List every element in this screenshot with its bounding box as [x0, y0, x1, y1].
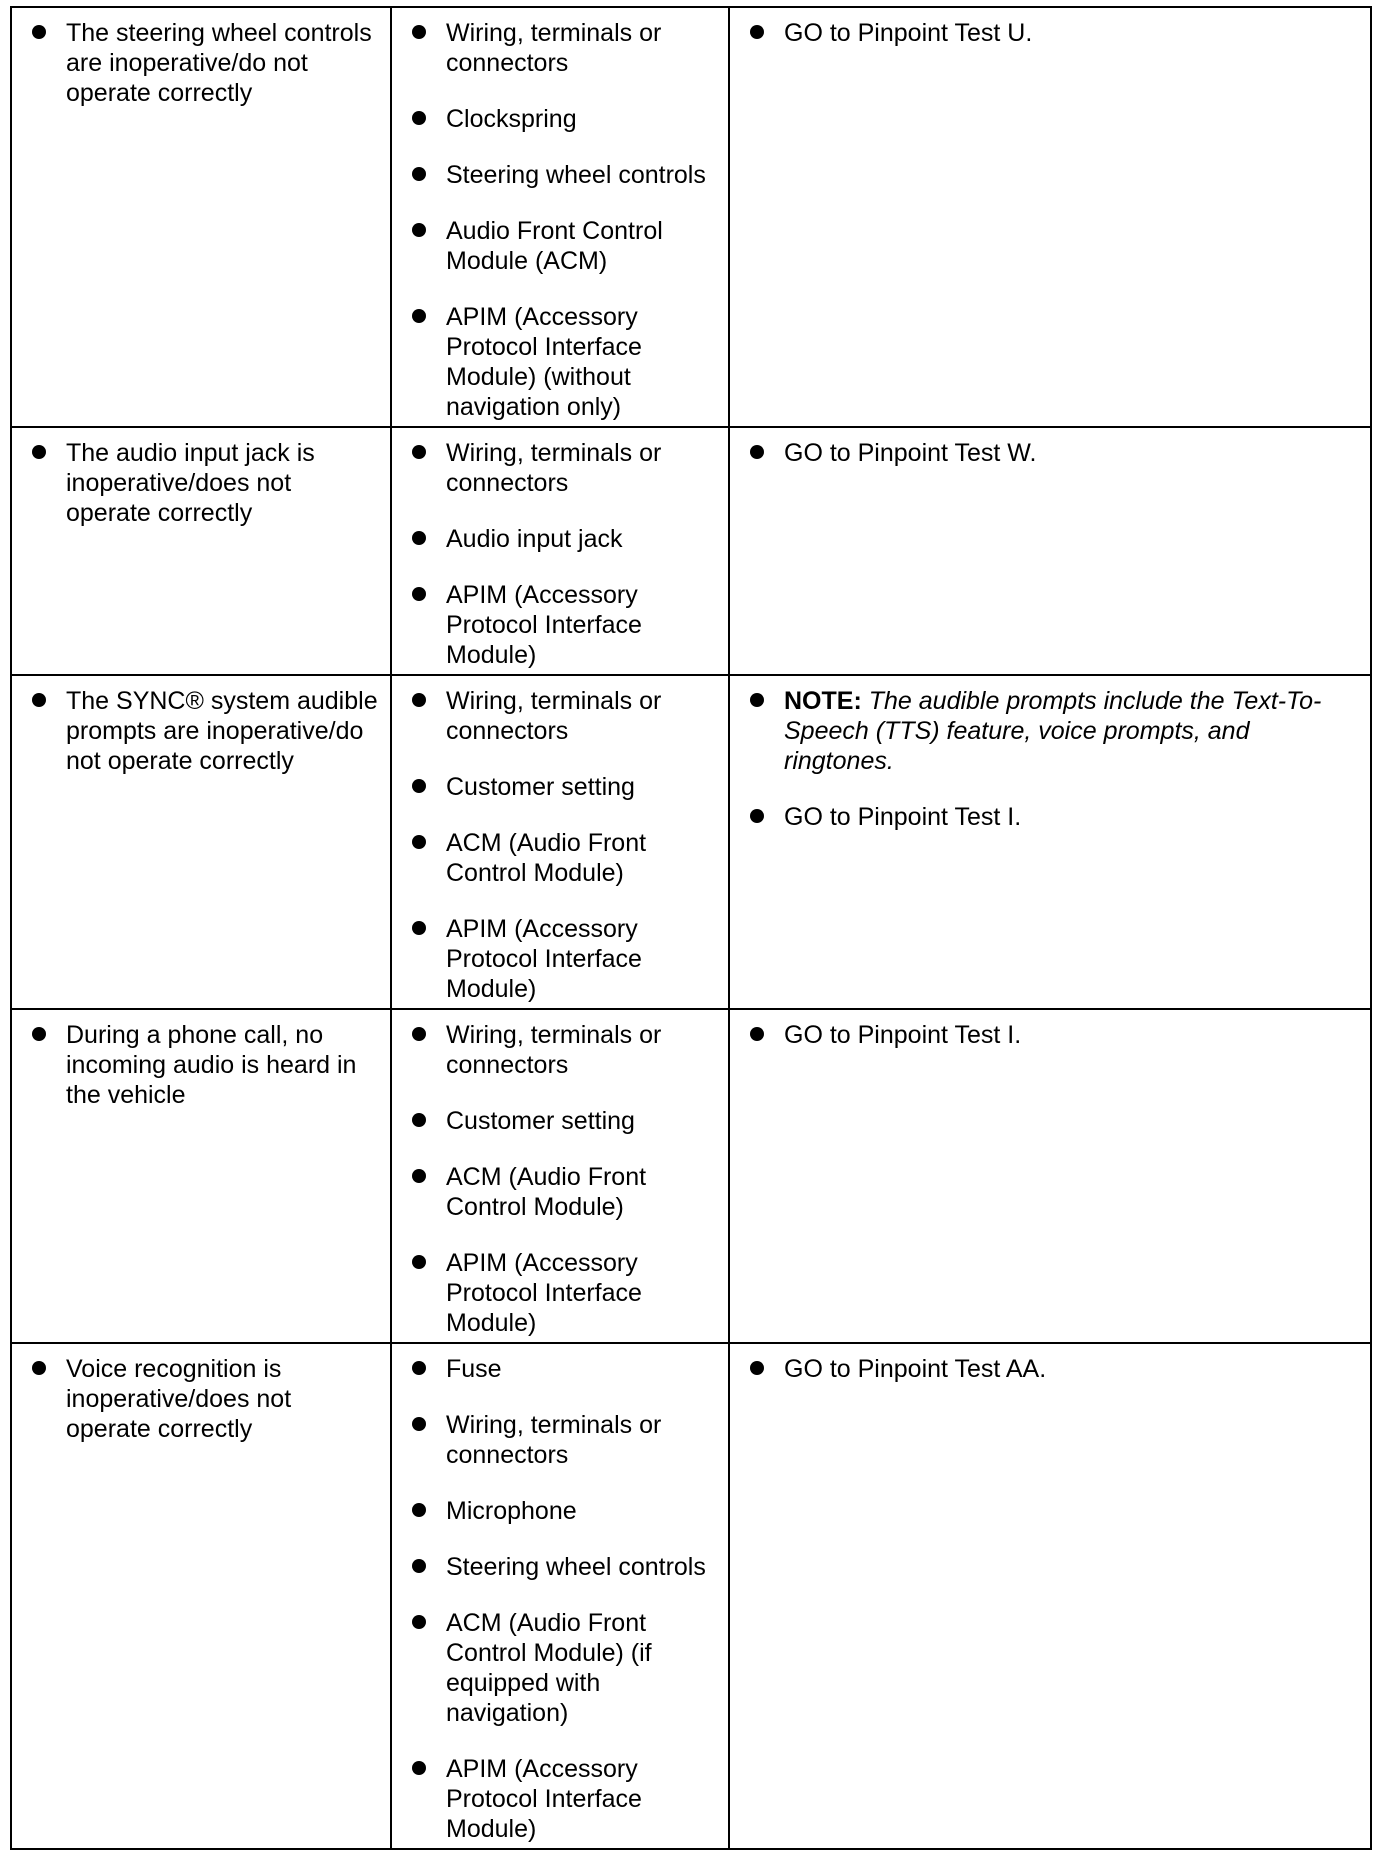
cause-item [404, 686, 716, 746]
action-text: GO to Pinpoint Test W. [784, 439, 1037, 467]
cause-text: APIM (Accessory Protocol Interface Module) [446, 1249, 642, 1337]
cause-item [404, 772, 716, 802]
cause-item [404, 1162, 716, 1222]
cause-item [404, 160, 716, 190]
condition-cell [11, 675, 391, 1009]
action-item [742, 438, 1358, 468]
cause-item [404, 1106, 716, 1136]
cause-text: Wiring, terminals or connectors [446, 1411, 662, 1469]
cause-item [404, 1020, 716, 1080]
cause-item [404, 1248, 716, 1338]
cause-text: Steering wheel controls [446, 1553, 706, 1581]
cause-item [404, 1552, 716, 1582]
condition-list [24, 1354, 378, 1444]
action-list [742, 438, 1358, 468]
condition-text: Voice recognition is inoperative/does not operate correctly [66, 1355, 292, 1443]
cause-item [404, 104, 716, 134]
causes-list [404, 1020, 716, 1338]
bullet-icon [412, 25, 426, 39]
cause-item [404, 580, 716, 670]
action-list [742, 1354, 1358, 1384]
condition-item [24, 1020, 378, 1110]
cause-text: Audio Front Control Module (ACM) [446, 217, 663, 275]
bullet-icon [750, 693, 764, 707]
action-cell [729, 427, 1371, 675]
causes-cell [391, 427, 729, 675]
note-text: The audible prompts include the Text-To-Speech (TTS) feature, voice prompts, and ringtones. [784, 687, 1322, 775]
cause-text: Wiring, terminals or connectors [446, 1021, 662, 1079]
action-item [742, 802, 1358, 832]
action-text: GO to Pinpoint Test U. [784, 19, 1033, 47]
bullet-icon [750, 1027, 764, 1041]
action-text: GO to Pinpoint Test I. [784, 803, 1022, 831]
action-text: GO to Pinpoint Test I. [784, 1021, 1022, 1049]
condition-text: The steering wheel controls are inoperative/do not operate correctly [66, 19, 372, 107]
symptom-chart-table [10, 6, 1372, 1850]
cause-item [404, 1354, 716, 1384]
cause-text: Fuse [446, 1355, 502, 1383]
condition-item [24, 438, 378, 528]
cause-text: ACM (Audio Front Control Module) [446, 1163, 647, 1221]
cause-item [404, 828, 716, 888]
action-item [742, 1020, 1358, 1050]
cause-text: Clockspring [446, 105, 577, 133]
bullet-icon [412, 1113, 426, 1127]
bullet-icon [32, 1361, 46, 1375]
action-item [742, 1354, 1358, 1384]
bullet-icon [750, 25, 764, 39]
action-item [742, 686, 1358, 776]
table-row [11, 427, 1371, 675]
bullet-icon [412, 167, 426, 181]
bullet-icon [412, 835, 426, 849]
note-label: NOTE: [784, 687, 862, 715]
bullet-icon [412, 223, 426, 237]
cause-text: APIM (Accessory Protocol Interface Module) (without navigation only) [446, 303, 642, 421]
cause-text: Wiring, terminals or connectors [446, 19, 662, 77]
bullet-icon [412, 1615, 426, 1629]
action-cell [729, 1009, 1371, 1343]
cause-text: Steering wheel controls [446, 161, 706, 189]
condition-item [24, 18, 378, 108]
causes-list [404, 438, 716, 670]
action-list [742, 686, 1358, 832]
condition-cell [11, 1009, 391, 1343]
table-row [11, 7, 1371, 427]
causes-cell [391, 7, 729, 427]
cause-item [404, 302, 716, 422]
condition-list [24, 1020, 378, 1110]
action-cell [729, 1343, 1371, 1849]
condition-cell [11, 1343, 391, 1849]
action-list [742, 18, 1358, 48]
cause-text: ACM (Audio Front Control Module) [446, 829, 647, 887]
table-row [11, 1009, 1371, 1343]
cause-text: Customer setting [446, 773, 635, 801]
cause-text: Customer setting [446, 1107, 635, 1135]
bullet-icon [412, 1169, 426, 1183]
action-text: GO to Pinpoint Test AA. [784, 1355, 1047, 1383]
condition-cell [11, 7, 391, 427]
cause-text: APIM (Accessory Protocol Interface Module) [446, 1755, 642, 1843]
cause-item [404, 1496, 716, 1526]
causes-list [404, 1354, 716, 1844]
bullet-icon [32, 25, 46, 39]
bullet-icon [750, 445, 764, 459]
cause-text: APIM (Accessory Protocol Interface Module) [446, 581, 642, 669]
table-row [11, 675, 1371, 1009]
cause-item [404, 216, 716, 276]
action-item [742, 18, 1358, 48]
bullet-icon [412, 779, 426, 793]
condition-text: The SYNC® system audible prompts are inoperative/do not operate correctly [66, 687, 378, 775]
causes-cell [391, 675, 729, 1009]
bullet-icon [412, 1361, 426, 1375]
cause-item [404, 18, 716, 78]
bullet-icon [412, 1761, 426, 1775]
condition-item [24, 1354, 378, 1444]
cause-item [404, 1608, 716, 1728]
cause-item [404, 1754, 716, 1844]
bullet-icon [750, 1361, 764, 1375]
condition-text: During a phone call, no incoming audio is heard in the vehicle [66, 1021, 357, 1109]
bullet-icon [412, 111, 426, 125]
action-cell [729, 7, 1371, 427]
table-body [11, 7, 1371, 1849]
condition-cell [11, 427, 391, 675]
bullet-icon [412, 1503, 426, 1517]
bullet-icon [750, 809, 764, 823]
bullet-icon [412, 1559, 426, 1573]
cause-item [404, 1410, 716, 1470]
cause-text: APIM (Accessory Protocol Interface Module) [446, 915, 642, 1003]
cause-text: Microphone [446, 1497, 577, 1525]
cause-item [404, 524, 716, 554]
condition-list [24, 18, 378, 108]
table-row [11, 1343, 1371, 1849]
bullet-icon [412, 309, 426, 323]
bullet-icon [32, 1027, 46, 1041]
action-cell [729, 675, 1371, 1009]
bullet-icon [32, 445, 46, 459]
condition-text: The audio input jack is inoperative/does not operate correctly [66, 439, 315, 527]
causes-list [404, 18, 716, 422]
bullet-icon [32, 693, 46, 707]
condition-list [24, 686, 378, 776]
cause-text: Audio input jack [446, 525, 623, 553]
condition-item [24, 686, 378, 776]
cause-text: Wiring, terminals or connectors [446, 439, 662, 497]
bullet-icon [412, 921, 426, 935]
causes-cell [391, 1343, 729, 1849]
action-list [742, 1020, 1358, 1050]
bullet-icon [412, 1417, 426, 1431]
bullet-icon [412, 1255, 426, 1269]
condition-list [24, 438, 378, 528]
causes-cell [391, 1009, 729, 1343]
cause-item [404, 914, 716, 1004]
bullet-icon [412, 445, 426, 459]
bullet-icon [412, 693, 426, 707]
bullet-icon [412, 1027, 426, 1041]
cause-item [404, 438, 716, 498]
cause-text: ACM (Audio Front Control Module) (if equipped with navigation) [446, 1609, 652, 1727]
causes-list [404, 686, 716, 1004]
cause-text: Wiring, terminals or connectors [446, 687, 662, 745]
bullet-icon [412, 531, 426, 545]
bullet-icon [412, 587, 426, 601]
